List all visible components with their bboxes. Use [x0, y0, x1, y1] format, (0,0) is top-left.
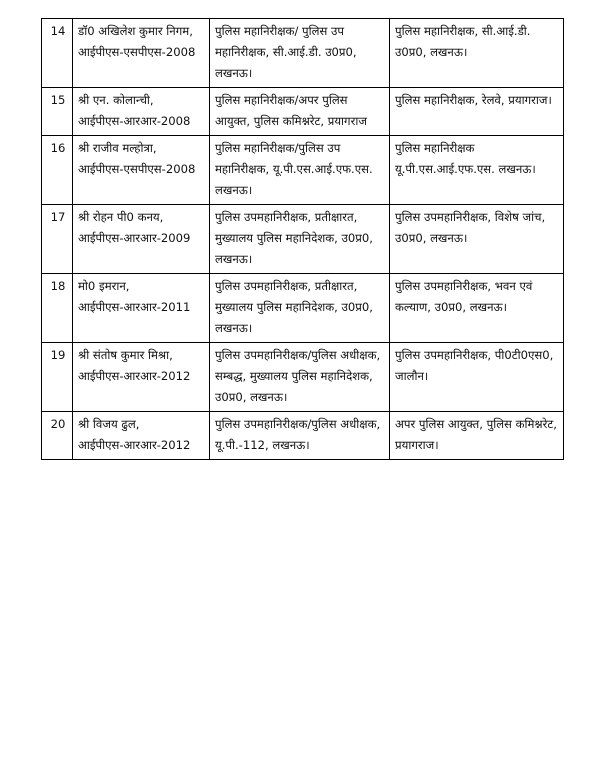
- officer-cell: [73, 136, 210, 205]
- officer-name: मो0 इमरान,: [78, 279, 130, 293]
- serial-number: 15: [42, 88, 73, 136]
- officer-name: श्री संतोष कुमार मिश्रा,: [78, 348, 173, 362]
- current-posting: पुलिस उपमहानिरीक्षक, प्रतीक्षारत, मुख्यालय पुलिस महानिदेशक, उ0प्र0, लखनऊ।: [210, 274, 390, 343]
- new-posting: पुलिस उपमहानिरीक्षक, विशेष जांच, उ0प्र0, लखनऊ।: [390, 205, 564, 274]
- officer-name: श्री राजीव मल्होत्रा,: [78, 141, 157, 155]
- officer-cell: [73, 274, 210, 343]
- current-posting: पुलिस महानिरीक्षक/ पुलिस उप महानिरीक्षक, सी.आई.डी. उ0प्र0, लखनऊ।: [210, 19, 390, 88]
- officer-name: श्री विजय ढुल,: [78, 417, 140, 431]
- officer-batch: आईपीएस-एसपीएस-2008: [78, 162, 196, 176]
- current-posting: पुलिस महानिरीक्षक/पुलिस उप महानिरीक्षक, यू.पी.एस.आई.एफ.एस. लखनऊ।: [210, 136, 390, 205]
- officer-cell: [73, 343, 210, 412]
- new-posting: पुलिस महानिरीक्षक, सी.आई.डी. उ0प्र0, लखनऊ।: [390, 19, 564, 88]
- table-row: [42, 19, 564, 88]
- current-posting: पुलिस उपमहानिरीक्षक/पुलिस अधीक्षक, सम्बद्ध, मुख्यालय पुलिस महानिदेशक, उ0प्र0, लखनऊ।: [210, 343, 390, 412]
- officer-name: श्री रोहन पी0 कनय,: [78, 210, 164, 224]
- transfer-table: [41, 18, 564, 460]
- serial-number: 17: [42, 205, 73, 274]
- officer-name: श्री एन. कोलान्ची,: [78, 93, 154, 107]
- officer-batch: आईपीएस-एसपीएस-2008: [78, 45, 196, 59]
- officer-batch: आईपीएस-आरआर-2011: [78, 300, 191, 314]
- officer-batch: आईपीएस-आरआर-2008: [78, 114, 191, 128]
- officer-cell: [73, 412, 210, 460]
- serial-number: 20: [42, 412, 73, 460]
- officer-cell: [73, 88, 210, 136]
- officer-cell: [73, 19, 210, 88]
- new-posting: अपर पुलिस आयुक्त, पुलिस कमिश्नरेट, प्रयागराज।: [390, 412, 564, 460]
- new-posting: पुलिस महानिरीक्षक, रेलवे, प्रयागराज।: [390, 88, 564, 136]
- serial-number: 19: [42, 343, 73, 412]
- table-row: [42, 88, 564, 136]
- table-row: [42, 343, 564, 412]
- current-posting: पुलिस महानिरीक्षक/अपर पुलिस आयुक्त, पुलिस कमिश्नरेट, प्रयागराज: [210, 88, 390, 136]
- new-posting: पुलिस उपमहानिरीक्षक, भवन एवं कल्याण, उ0प्र0, लखनऊ।: [390, 274, 564, 343]
- new-posting: पुलिस उपमहानिरीक्षक, पी0टी0एस0, जालौन।: [390, 343, 564, 412]
- current-posting: पुलिस उपमहानिरीक्षक/पुलिस अधीक्षक, यू.पी.-112, लखनऊ।: [210, 412, 390, 460]
- serial-number: 14: [42, 19, 73, 88]
- officer-cell: [73, 205, 210, 274]
- table-row: [42, 274, 564, 343]
- table-row: [42, 205, 564, 274]
- table-row: [42, 412, 564, 460]
- officer-batch: आईपीएस-आरआर-2009: [78, 231, 191, 245]
- serial-number: 18: [42, 274, 73, 343]
- current-posting: पुलिस उपमहानिरीक्षक, प्रतीक्षारत, मुख्यालय पुलिस महानिदेशक, उ0प्र0, लखनऊ।: [210, 205, 390, 274]
- serial-number: 16: [42, 136, 73, 205]
- officer-name: डॉ0 अखिलेश कुमार निगम,: [78, 24, 193, 38]
- table-row: [42, 136, 564, 205]
- officer-batch: आईपीएस-आरआर-2012: [78, 369, 191, 383]
- officer-batch: आईपीएस-आरआर-2012: [78, 438, 191, 452]
- new-posting: पुलिस महानिरीक्षक यू.पी.एस.आई.एफ.एस. लखनऊ।: [390, 136, 564, 205]
